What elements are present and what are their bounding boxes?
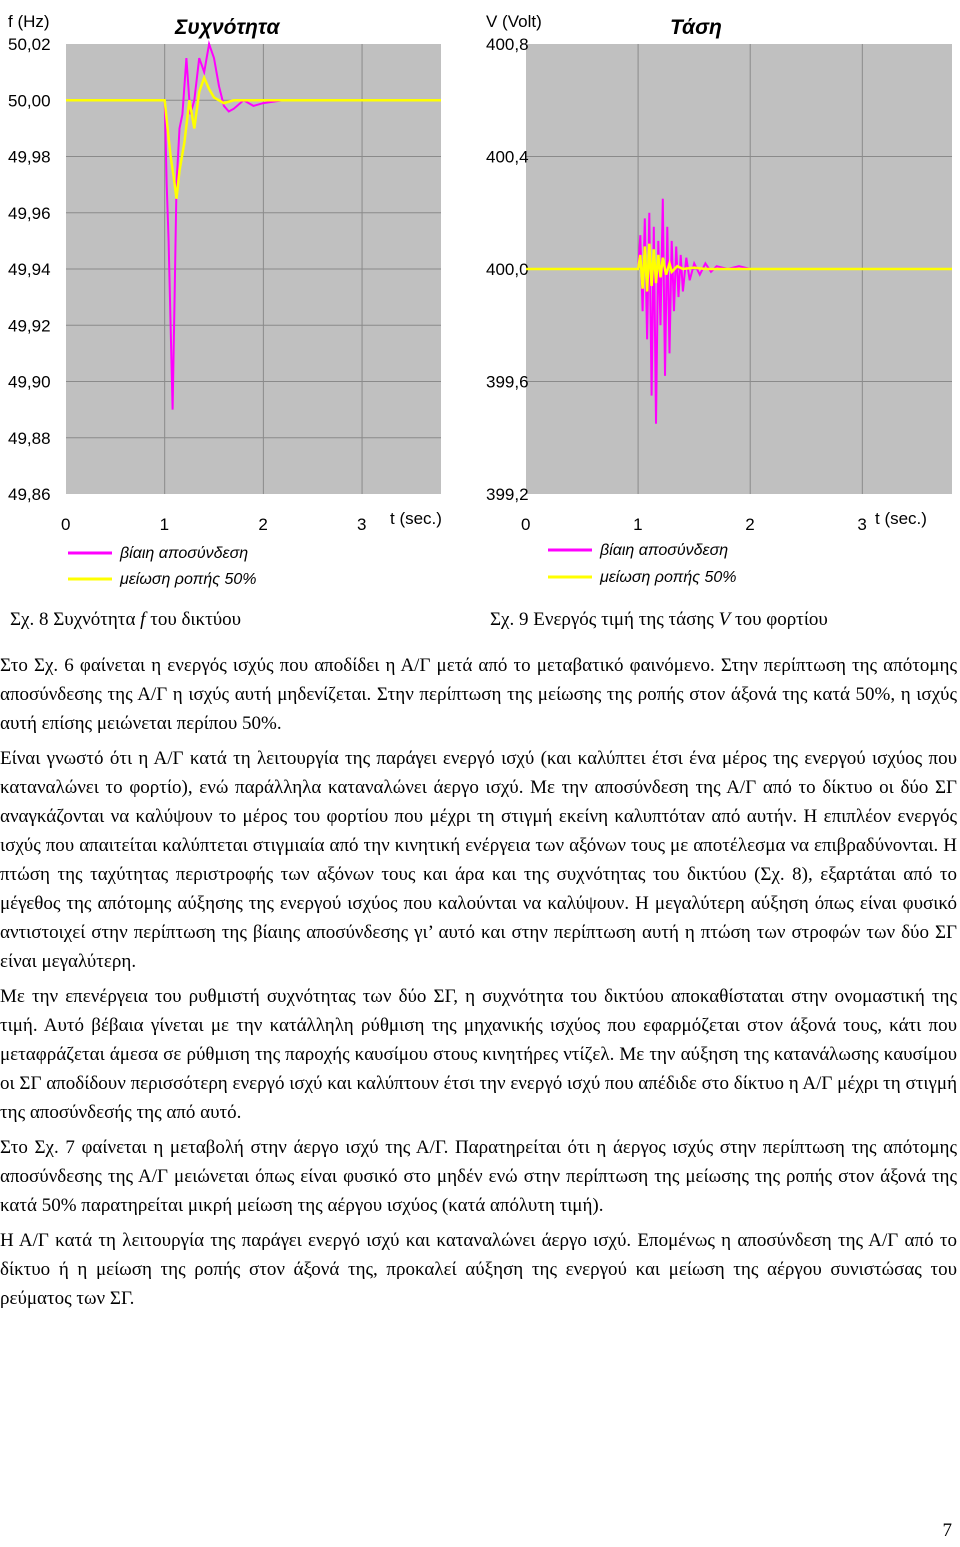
paragraph: Η Α/Γ κατά τη λειτουργία της παράγει ενεργό ισχύ και καταναλώνει άεργο ισχύ. Επομένως η αποσύνδεση της Α/Γ από το δίκτυο ή η μείωση της ροπής στον άξονά της, προκαλεί αύξηση της ενεργού και μείωση της αέργου συνιστώσας του ρεύματος των ΣΓ. (0, 1230, 957, 1309)
legend-label-forced-disconnection: βίαιη αποσύνδεση (120, 545, 249, 562)
y-tick-label: 400,0 (486, 260, 529, 279)
x-tick-label: 0 (61, 515, 71, 534)
x-tick-label: 0 (521, 515, 531, 534)
legend-label-torque-reduction: μείωση ροπής 50% (600, 569, 737, 586)
paragraph: Στο Σχ. 7 φαίνεται η μεταβολή στην άεργο ισχύ της Α/Γ. Παρατηρείται ότι η άεργος ισχύς στην περίπτωση της απότομης αποσύνδεσης της Α/Γ μειώνεται όπως είναι φυσικό στο μηδέν ενώ στην περίπτωση της μείωσης της ροπής στον άξονά της κατά 50% παρατηρείται μικρή μείωση της αέργου ισχύος (κατά απόλυτη τιμή). (0, 1137, 957, 1216)
y-tick-label: 49,86 (8, 485, 51, 504)
y-tick-label: 49,92 (8, 316, 51, 336)
caption-text: του φορτίου (730, 609, 828, 630)
caption-text: Σχ. 8 Συχνότητα (10, 609, 141, 630)
caption-text: Σχ. 9 Ενεργός τιμή της τάσης (490, 609, 719, 630)
chart-title: Τάση (670, 16, 722, 39)
y-tick-label: 49,94 (8, 260, 51, 279)
body-text (0, 651, 957, 1313)
legend-label-forced-disconnection: βίαιη αποσύνδεση (600, 542, 729, 559)
x-tick-label: 3 (857, 515, 867, 534)
frequency-chart (0, 0, 480, 600)
figure-caption-voltage (490, 609, 828, 631)
y-axis-label: V (Volt) (486, 12, 542, 31)
caption-variable: f (140, 609, 146, 630)
y-tick-labels (486, 35, 529, 504)
y-tick-label: 399,6 (486, 372, 529, 392)
legend-label-torque-reduction: μείωση ροπής 50% (120, 571, 257, 588)
voltage-chart (480, 0, 960, 600)
x-tick-label: 1 (633, 515, 643, 534)
paragraph: Στο Σχ. 6 φαίνεται η ενεργός ισχύς που αποδίδει η Α/Γ μετά από το μεταβατικό φαινόμενο. Στην περίπτωση της απότομης αποσύνδεσης της Α/Γ η ισχύς αυτή μηδενίζεται. Στην περίπτωση της μείωσης της ροπής στον άξονά της κατά 50%, η ισχύς αυτή επίσης μειώνεται περίπου 50%. (0, 655, 957, 734)
x-tick-labels (61, 515, 367, 534)
x-tick-label: 1 (159, 515, 170, 534)
y-tick-label: 400,4 (486, 147, 529, 167)
y-tick-label: 400,8 (486, 35, 529, 54)
y-tick-label: 50,00 (8, 91, 51, 111)
x-axis-label: t (sec.) (390, 509, 442, 528)
x-tick-labels (521, 515, 867, 534)
y-axis-label: f (Hz) (8, 12, 50, 31)
y-tick-label: 49,96 (8, 203, 51, 223)
paragraph: Με την επενέργεια του ρυθμιστή συχνότητας των δύο ΣΓ, η συχνότητα του δικτύου αποκαθίσταται στην ονομαστική της τιμή. Αυτό βέβαια γίνεται με την κατάλληλη ρύθμιση της μηχανικής ισχύος που εφαρμόζεται στον άξονά τους, κάτι που μεταφράζεται άμεσα σε ρύθμιση της παροχής καυσίμου στους κινητήρες ντίζελ. Με την αύξηση της κατανάλωσης καυσίμου οι ΣΓ αποδίδουν περισσότερη ενεργό ισχύ και καλύπτουν έτσι την ενεργό ισχύ που απέδιδε στο δίκτυο η Α/Γ μέχρι τη στιγμή της αποσύνδεσής της από αυτό. (0, 986, 957, 1123)
y-tick-label: 49,88 (8, 428, 51, 448)
x-tick-label: 2 (745, 515, 755, 534)
x-tick-label: 3 (357, 515, 367, 534)
y-tick-label: 399,2 (486, 485, 529, 504)
y-tick-label: 50,02 (8, 35, 51, 54)
y-tick-label: 49,90 (8, 372, 51, 392)
figure-caption-frequency (10, 609, 241, 631)
page-number: 7 (942, 1520, 952, 1541)
y-tick-labels (8, 35, 51, 504)
caption-variable: V (718, 609, 731, 630)
y-tick-label: 49,98 (8, 147, 51, 167)
chart-title: Συχνότητα (175, 16, 280, 39)
x-tick-label: 2 (258, 515, 268, 534)
x-axis-label: t (sec.) (875, 509, 927, 528)
caption-text: του δικτύου (145, 609, 242, 630)
paragraph: Είναι γνωστό ότι η Α/Γ κατά τη λειτουργία της παράγει ενεργό ισχύ (και καλύπτει έτσι ένα μέρος της ενεργού ισχύος που καταναλώνει το φορτίο), ενώ παράλληλα καταναλώνει άεργο ισχύ. Με την αποσύνδεση της Α/Γ από το δίκτυο οι δύο ΣΓ αναγκάζονται να καλύψουν το μέρος του φορτίου που μέχρι τη στιγμή εκείνη καλυπτόταν από αυτήν. Η επιπλέον ενεργός ισχύς που απαιτείται καλύπτεται στιγμιαία από την κινητική ενέργεια των αξόνων τους με αποτέλεσμα να επιβραδύνονται. Η πτώση της ταχύτητας περιστροφής των αξόνων τους και άρα και της συχνότητας του δικτύου (Σχ. 8), εξαρτάται από το μέγεθος της απότομης αύξησης της ενεργού ισχύος που καλούνται να καλύψουν. Η μεγαλύτερη αύξηση όπως είναι φυσικό αντιστοιχεί στην περίπτωση της βίαιης αποσύνδεσης γι’ αυτό και στην περίπτωση αυτή η πτώση των στροφών των δύο ΣΓ είναι μεγαλύτερη. (0, 748, 957, 972)
